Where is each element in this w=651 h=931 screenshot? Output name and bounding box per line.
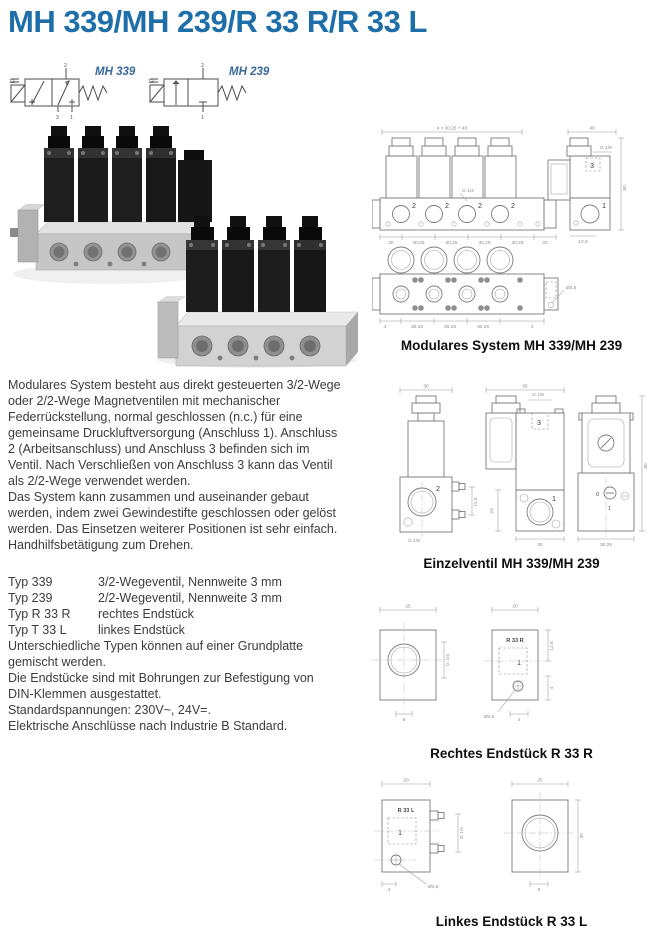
svg-text:4: 4 [387, 888, 391, 893]
svg-text:30: 30 [537, 543, 543, 548]
description-column [8, 377, 342, 734]
svg-text:Ø4,5: Ø4,5 [566, 286, 577, 291]
svg-text:G 1/8: G 1/8 [600, 146, 612, 151]
svg-text:20: 20 [512, 604, 518, 610]
type-table [8, 574, 342, 638]
svg-text:8: 8 [402, 718, 406, 723]
svg-text:80: 80 [644, 463, 649, 469]
svg-text:1: 1 [517, 658, 521, 667]
svg-text:G 1/4: G 1/4 [446, 654, 451, 666]
product-photo [8, 122, 360, 368]
table-row [8, 590, 342, 606]
svg-text:8: 8 [537, 888, 541, 893]
description-paragraph-2: Das System kann zusammen und auseinander gebaut werden, indem zwei Gewindestifte geschlossen oder gelöst werden. Das Einsetzen weiterer Positionen ist sehr einfach. Handhilfsbetätigung zum Drehen. [8, 490, 338, 552]
svg-text:1: 1 [608, 506, 612, 512]
svg-text:80: 80 [623, 185, 628, 191]
port-label-2: 2 [64, 63, 67, 69]
svg-text:30: 30 [580, 833, 585, 839]
svg-text:30,25: 30,25 [412, 241, 425, 246]
svg-text:G 1/8: G 1/8 [408, 539, 420, 544]
svg-text:3: 3 [590, 161, 594, 170]
svg-text:G 1/4: G 1/4 [462, 189, 474, 194]
figure-right-endpiece [372, 602, 651, 761]
svg-text:30,25: 30,25 [476, 325, 490, 330]
svg-text:2: 2 [445, 201, 449, 210]
svg-text:2: 2 [436, 484, 440, 493]
svg-text:2: 2 [412, 201, 416, 210]
type-name: Typ R 33 R [8, 607, 71, 621]
svg-text:30,25: 30,25 [511, 241, 524, 246]
electrical-note: Elektrische Anschlüsse nach Industrie B Standard. [8, 719, 288, 733]
single-valve-drawing [372, 382, 651, 548]
svg-text:30,25: 30,25 [445, 241, 458, 246]
svg-text:30: 30 [423, 384, 429, 390]
figure-caption: Einzelventil MH 339/MH 239 [423, 556, 600, 571]
right-endpiece-drawing [372, 602, 651, 738]
table-row [8, 574, 342, 590]
voltages-note: Standardspannungen: 230V~, 24V=. [8, 703, 211, 717]
type-description: 2/2-Wegeventil, Nennweite 3 mm [98, 591, 282, 605]
type-description: rechtes Endstück [98, 607, 194, 621]
svg-text:G 1/4: G 1/4 [460, 827, 465, 839]
mh339-symbol-label: MH 339 [95, 66, 136, 78]
endpiece-label: R 33 L [397, 808, 415, 814]
svg-text:Ø4,5: Ø4,5 [484, 715, 495, 720]
figure-caption: Linkes Endstück R 33 L [435, 914, 588, 929]
svg-text:3: 3 [537, 418, 541, 427]
svg-text:G 1/8: G 1/8 [532, 393, 544, 398]
left-endpiece-drawing [372, 778, 651, 906]
svg-text:1: 1 [398, 828, 402, 837]
mh239-symbol-label: MH 239 [229, 66, 270, 78]
port-label-12: 12 [9, 79, 15, 85]
svg-text:23: 23 [490, 508, 495, 514]
type-name: Typ 239 [8, 591, 53, 605]
svg-text:2: 2 [478, 201, 482, 210]
svg-text:65: 65 [522, 384, 528, 390]
svg-text:40: 40 [589, 126, 595, 132]
modular-system-drawing [372, 124, 651, 330]
svg-text:30,25: 30,25 [443, 325, 457, 330]
figure-left-endpiece [372, 778, 651, 929]
svg-text:Ø4,5: Ø4,5 [428, 885, 439, 890]
figure-caption: Modulares System MH 339/MH 239 [400, 338, 623, 353]
port-label-1: 1 [70, 115, 73, 120]
endpieces-note: Die Endstücke sind mit Bohrungen zur Befestigung von DIN-Klemmen ausgestattet. [8, 671, 314, 701]
page-title: MH 339/MH 239/R 33 R/R 33 L [8, 4, 427, 39]
type-name: Typ 339 [8, 575, 53, 589]
svg-text:12,5: 12,5 [550, 641, 555, 651]
valve-assembly-photo-1 [10, 126, 212, 270]
svg-text:0: 0 [596, 492, 600, 498]
svg-text:4: 4 [383, 325, 387, 330]
svg-text:1: 1 [552, 494, 556, 503]
svg-text:20: 20 [388, 241, 394, 246]
svg-text:4: 4 [530, 325, 534, 330]
svg-text:12,5: 12,5 [474, 497, 479, 507]
svg-text:30,25: 30,25 [410, 325, 424, 330]
table-row [8, 622, 342, 638]
port-label-2: 2 [201, 63, 204, 69]
svg-text:4: 4 [517, 718, 521, 723]
port-label-3: 3 [56, 115, 59, 120]
svg-text:4: 4 [550, 686, 555, 690]
svg-text:25: 25 [537, 778, 543, 784]
figure-caption: Rechtes Endstück R 33 R [430, 746, 593, 761]
type-name: Typ T 33 L [8, 623, 67, 637]
svg-text:1: 1 [602, 201, 606, 210]
svg-text:12,5: 12,5 [578, 240, 588, 245]
description-paragraph-1: Modulares System besteht aus direkt gesteuerten 3/2-Wege oder 2/2-Wege Magnetventilen mit mechanischer Federrückstellung, normal geschlossen (n.c.) für eine gemeinsame Druckluftversorgung (Anschluss 1). Anschluss 2 (Arbeitsanschluss) und Anschluss 3 befinden sich im Ventil. Nach Verschließen von Anschluss 3 kann das Ventil als 2/2-Wege verwendet werden. [8, 378, 341, 488]
svg-text:4 x 30,25 + 40: 4 x 30,25 + 40 [436, 126, 468, 132]
figure-modular-system [372, 124, 651, 353]
svg-text:20: 20 [542, 241, 548, 246]
figure-single-valve [372, 382, 651, 571]
svg-text:20: 20 [403, 778, 409, 784]
port-label-12: 12 [148, 79, 154, 85]
type-description: linkes Endstück [98, 623, 185, 637]
svg-text:30,25: 30,25 [599, 543, 613, 548]
svg-text:30,25: 30,25 [478, 241, 491, 246]
endpiece-label: R 33 R [506, 638, 524, 644]
table-row [8, 606, 342, 622]
mixing-note: Unterschiedliche Typen können auf einer Grundplatte gemischt werden. [8, 639, 304, 669]
port-label-1: 1 [201, 115, 204, 120]
type-description: 3/2-Wegeventil, Nennweite 3 mm [98, 575, 282, 589]
svg-text:2: 2 [511, 201, 515, 210]
svg-text:25: 25 [405, 604, 411, 610]
